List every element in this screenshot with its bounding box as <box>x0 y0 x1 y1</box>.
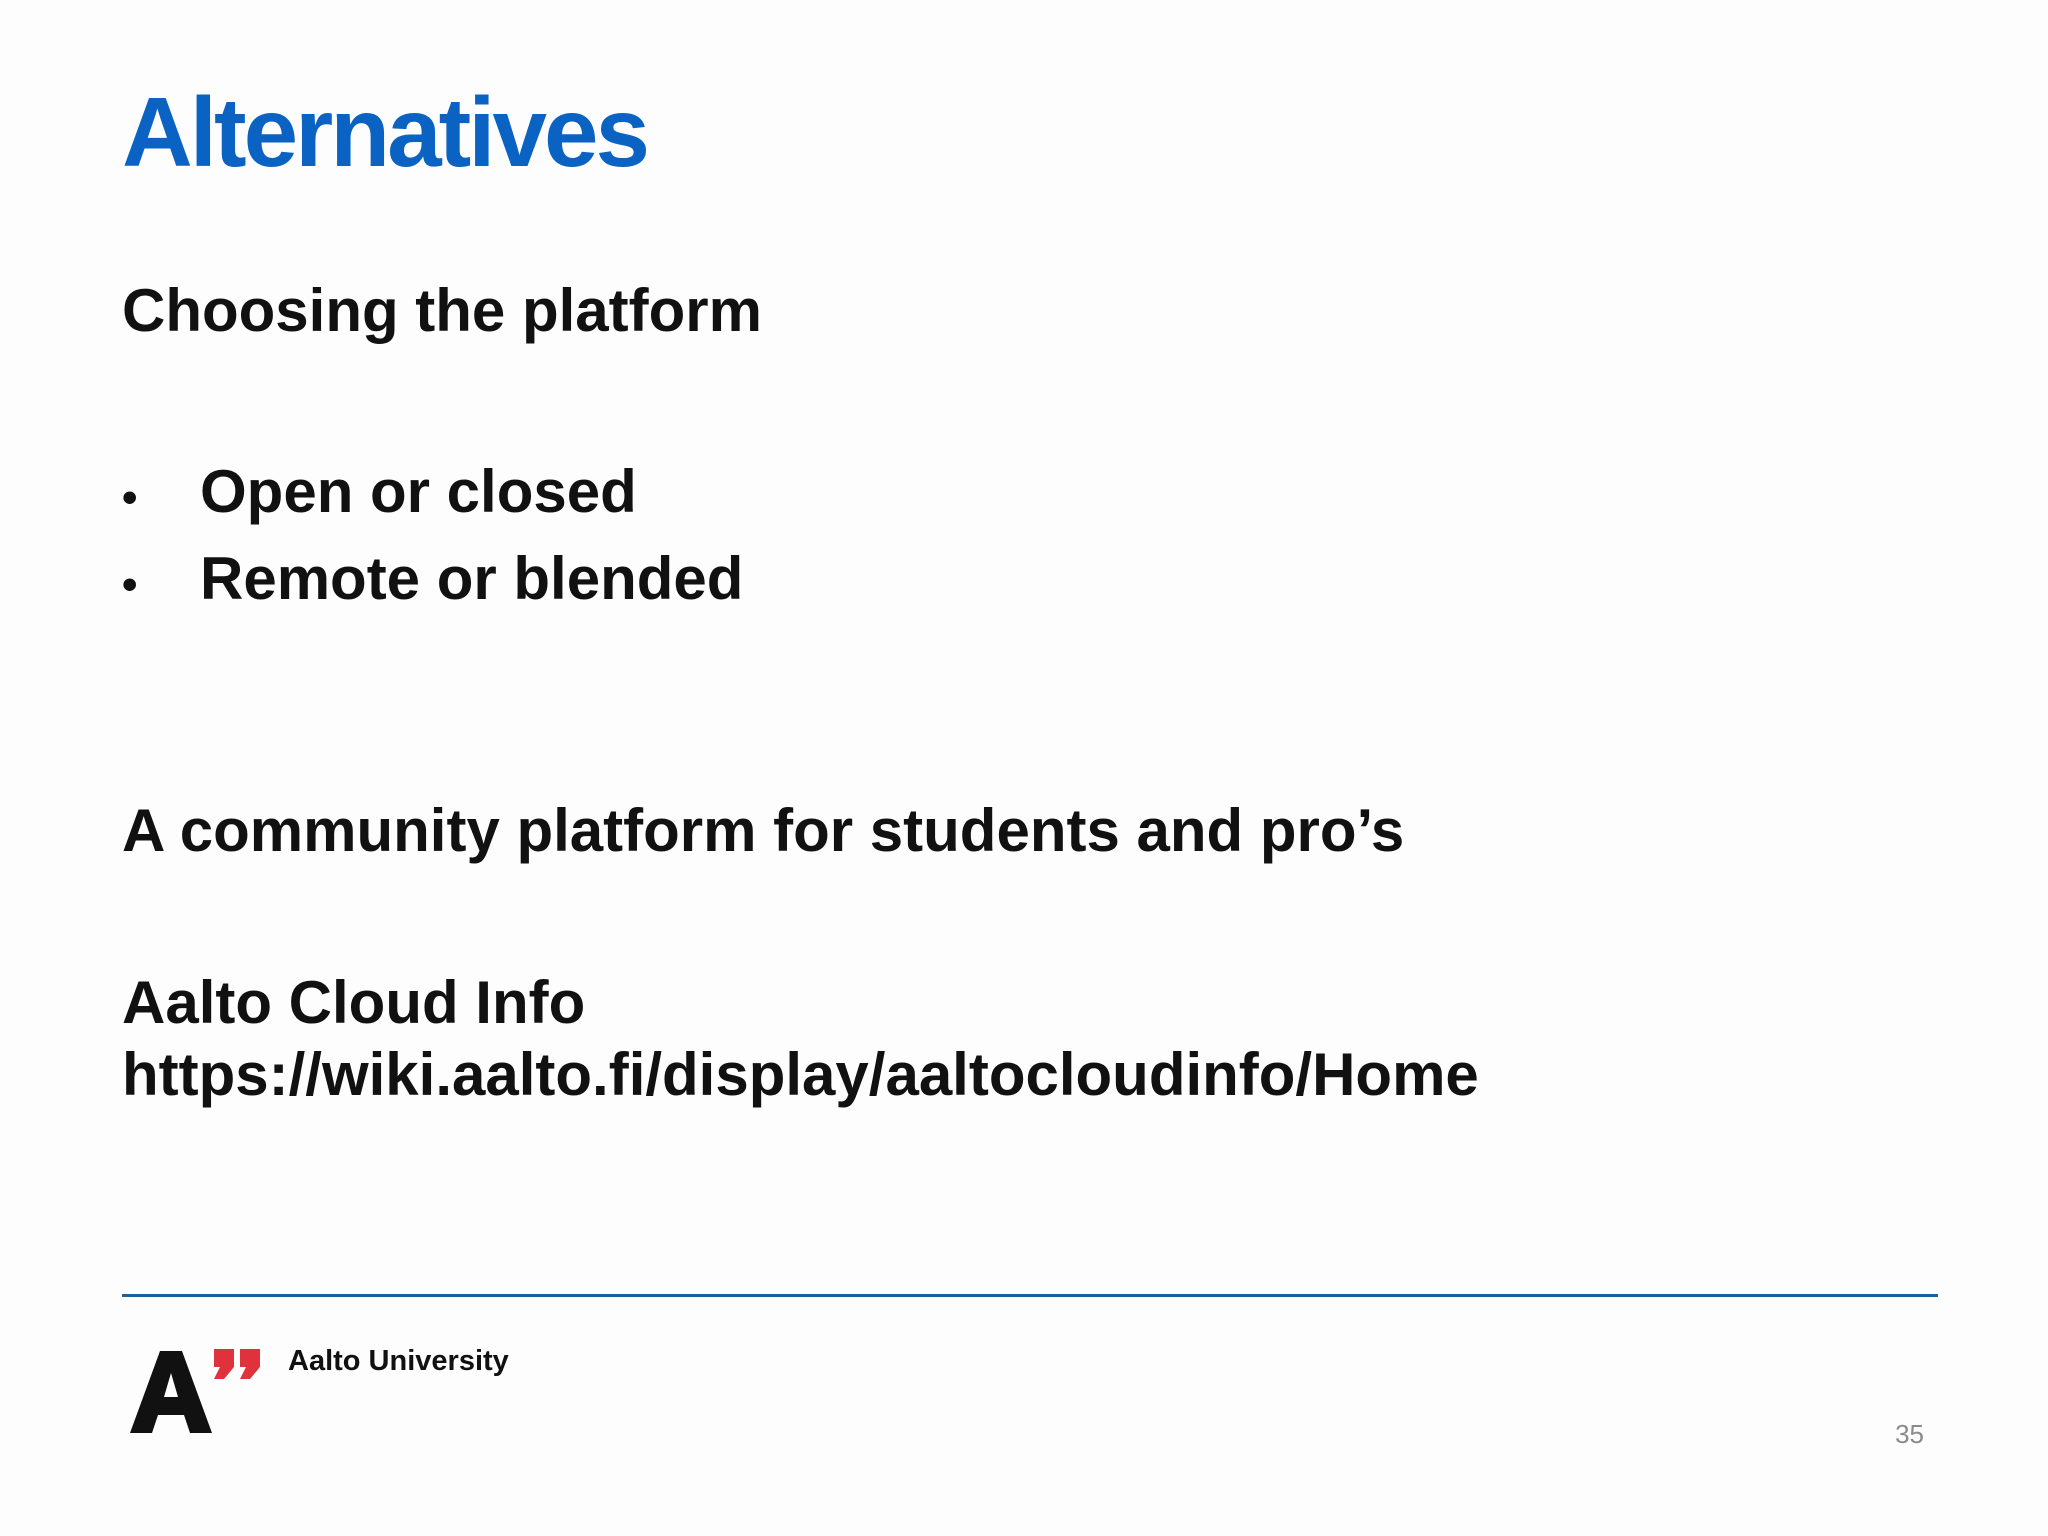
slide-title: Alternatives <box>122 77 648 187</box>
bullet-item <box>122 535 743 622</box>
bullet-marker: • <box>122 560 138 609</box>
footer-divider <box>122 1294 1938 1297</box>
cloud-info-url[interactable]: https://wiki.aalto.fi/display/aaltocloudinfo/Home <box>122 1041 1479 1108</box>
logo-letter-a <box>130 1351 212 1433</box>
logo-text: Aalto University <box>288 1345 509 1377</box>
page-number: 35 <box>1895 1419 1924 1449</box>
logo-quote-left <box>214 1349 234 1379</box>
bullet-text: Remote or blended <box>200 545 744 612</box>
logo-quote-right <box>240 1349 260 1379</box>
bullet-marker: • <box>122 473 138 522</box>
bullet-text: Open or closed <box>200 458 637 525</box>
cloud-info-title: Aalto Cloud Info <box>122 969 586 1036</box>
community-line: A community platform for students and pro’s <box>122 797 1405 864</box>
bullet-item <box>122 448 743 535</box>
bullet-list <box>122 448 743 622</box>
aalto-logo-icon <box>130 1345 270 1435</box>
subheading: Choosing the platform <box>122 277 762 344</box>
